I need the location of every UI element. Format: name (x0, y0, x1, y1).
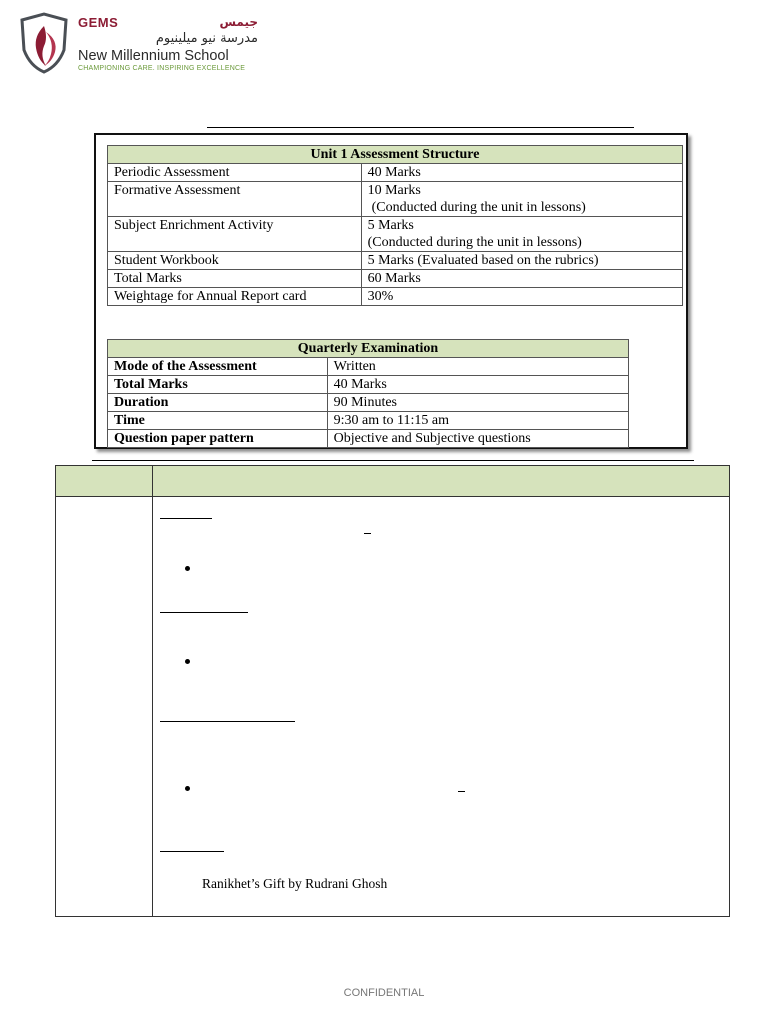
dash-mark (458, 791, 465, 792)
bullet-point (185, 786, 190, 791)
table-row: Formative Assessment 10 Marks (Conducted during the unit in lessons) (108, 182, 683, 217)
confidential-label: CONFIDENTIAL (343, 987, 425, 999)
table-row: Time 9:30 am to 11:15 am (108, 412, 629, 430)
syllabus-header-row (56, 466, 729, 497)
top-rule (207, 127, 634, 128)
unit-assessment-title: Unit 1 Assessment Structure (108, 146, 683, 164)
school-name: New Millennium School (78, 48, 229, 64)
bullet-point (185, 566, 190, 571)
table-row: Duration 90 Minutes (108, 394, 629, 412)
table-row: Subject Enrichment Activity 5 Marks (Conducted during the unit in lessons) (108, 217, 683, 252)
unit-assessment-table (107, 145, 683, 306)
quarterly-exam-table (107, 339, 629, 448)
underline-mark (160, 518, 212, 519)
underline-mark (160, 721, 295, 722)
reference-text: Ranikhet’s Gift by Rudrani Ghosh (202, 876, 388, 891)
brand-name-arabic: جيمس (219, 15, 258, 29)
underline-mark (160, 612, 248, 613)
table-row: Total Marks 40 Marks (108, 376, 629, 394)
table-row: Periodic Assessment 40 Marks (108, 164, 683, 182)
table-row: Mode of the Assessment Written (108, 358, 629, 376)
table-row: Total Marks 60 Marks (108, 270, 683, 288)
quarterly-exam-title: Quarterly Examination (108, 340, 629, 358)
table-row: Question paper pattern Objective and Subjective questions (108, 430, 629, 448)
section-rule (92, 460, 694, 461)
shield-icon (18, 12, 70, 74)
dash-mark (364, 533, 371, 534)
table-row: Weightage for Annual Report card 30% (108, 288, 683, 306)
table-row: Student Workbook 5 Marks (Evaluated based on the rubrics) (108, 252, 683, 270)
bullet-point (185, 659, 190, 664)
school-tagline: CHAMPIONING CARE. INSPIRING EXCELLENCE (78, 65, 246, 72)
brand-name: GEMS (78, 14, 119, 30)
column-divider (152, 466, 153, 916)
school-name-arabic: مدرسة نيو ميلينيوم (155, 31, 258, 46)
syllabus-table (55, 465, 730, 917)
school-logo (18, 12, 258, 76)
underline-mark (160, 851, 224, 852)
